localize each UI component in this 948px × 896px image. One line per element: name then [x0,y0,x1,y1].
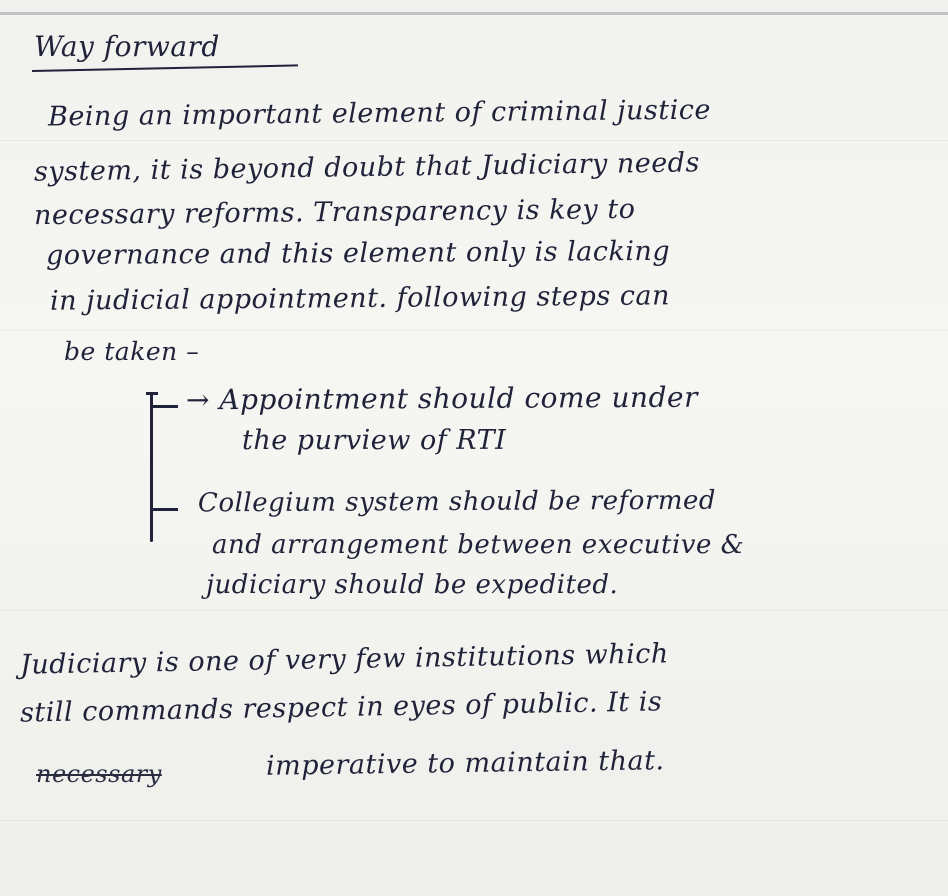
paper-texture-line [0,140,948,141]
paper-texture-line [0,610,948,611]
bracket-vertical [150,392,153,542]
paragraph1-line: system, it is beyond doubt that Judiciary needs [33,147,701,188]
bullet-line: and arrangement between executive & [212,530,745,560]
paper-texture-line [0,820,948,821]
section-heading: Way forward [34,30,220,63]
paragraph1-line: necessary reforms. Transparency is key to [33,193,636,232]
bullet-line: → Appointment should come under [185,380,699,417]
page-top-edge [0,12,948,15]
paragraph2-line: still commands respect in eyes of public. It is [19,686,663,729]
struck-out-word: necessary [36,760,162,788]
paragraph1-line: be taken – [64,337,200,366]
bracket-branch [150,508,178,511]
paragraph1-line: Being an important element of criminal justice [47,94,712,133]
paragraph1-line: in judicial appointment. following steps can [49,280,671,317]
paragraph1-line: governance and this element only is lacking [45,235,671,272]
paragraph2-line: Judiciary is one of very few institutions which [19,638,670,681]
paragraph2-line: imperative to maintain that. [265,745,665,782]
paper-texture-line [0,330,948,331]
bracket-branch [150,405,178,408]
heading-underline [32,64,298,72]
bullet-line: the purview of RTI [242,425,507,456]
bullet-line: judiciary should be expedited. [206,570,619,600]
bullet-line: Collegium system should be reformed [197,485,717,519]
